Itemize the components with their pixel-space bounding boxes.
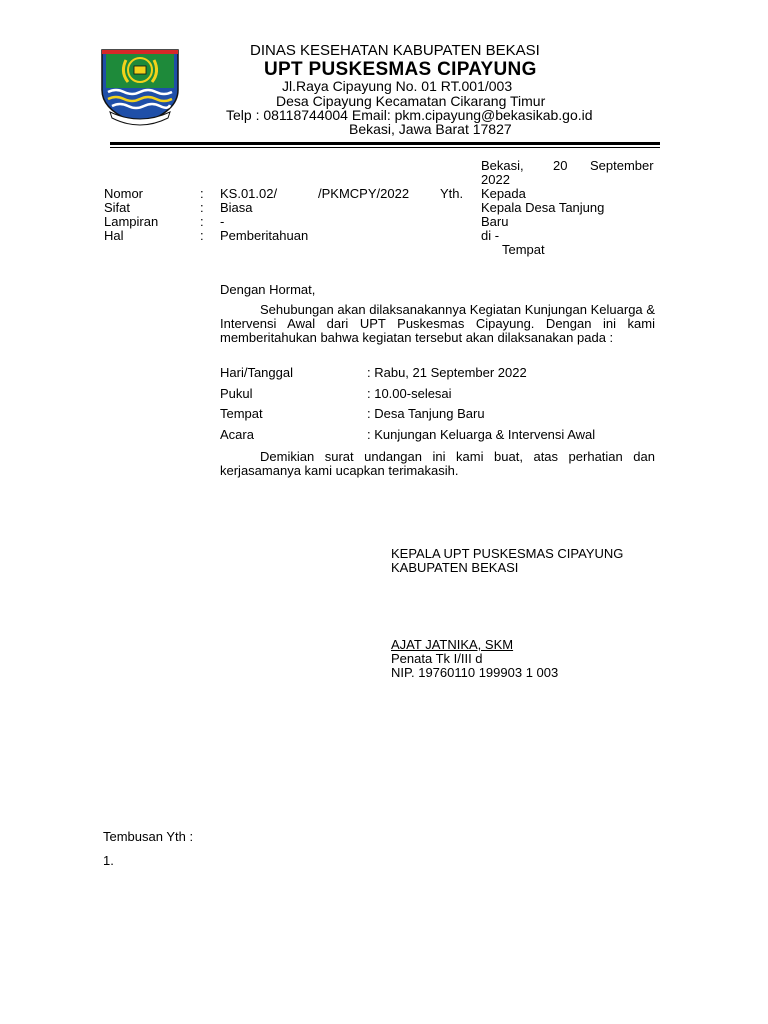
detail-value: : Rabu, 21 September 2022 <box>367 365 527 380</box>
date-year: 2022 <box>481 172 510 187</box>
signatory-name: AJAT JATNIKA, SKM <box>391 637 514 652</box>
greeting: Dengan Hormat, <box>220 282 316 297</box>
meta-value: KS.01.02/ <box>220 186 278 201</box>
regency-logo <box>96 46 184 126</box>
signatory-rank: Penata Tk I/III d <box>391 651 483 666</box>
meta-value-suffix: /PKMCPY/2022 <box>318 186 410 201</box>
meta-sep: : <box>200 200 204 215</box>
contact-line: Telp : 08118744004 Email: pkm.cipayung@bekasikab.go.id <box>226 107 593 123</box>
recipient-kepada: Kepada <box>481 186 526 201</box>
meta-value: Biasa <box>220 200 253 215</box>
detail-value: : 10.00-selesai <box>367 386 452 401</box>
meta-value: - <box>220 214 225 229</box>
district-line: Desa Cipayung Kecamatan Cikarang Timur <box>276 93 546 109</box>
date-day: 20 <box>553 158 568 173</box>
closing-paragraph: Demikian surat undangan ini kami buat, atas perhatian dan kerjasamanya kami ucapkan terimakasih. <box>220 449 655 478</box>
meta-label: Nomor <box>104 186 144 201</box>
recipient-tempat: Tempat <box>502 242 545 257</box>
meta-label: Hal <box>104 228 124 243</box>
signatory-nip: NIP. 19760110 199903 1 003 <box>391 665 559 680</box>
header-rule-thin <box>110 147 660 148</box>
detail-label: Pukul <box>220 386 253 401</box>
detail-label: Acara <box>220 427 254 442</box>
agency-name: DINAS KESEHATAN KABUPATEN BEKASI <box>250 42 540 59</box>
meta-label: Lampiran <box>104 214 159 229</box>
signature-title: KEPALA UPT PUSKESMAS CIPAYUNG <box>391 546 624 561</box>
recipient-name-cont: Baru <box>481 214 509 229</box>
date-place: Bekasi, <box>481 158 524 173</box>
body-paragraph: Sehubungan akan dilaksanakannya Kegiatan Kunjungan Keluarga & Intervensi Awal dari UPT Puskesmas Cipayung. Dengan ini kami memberitahukan bahwa kegiatan tersebut akan dilaksanakan pada : <box>220 302 655 345</box>
date-month: September <box>590 158 654 173</box>
recipient-di: di - <box>481 228 500 243</box>
cc-label: Tembusan Yth : <box>103 829 194 844</box>
bekasi-crest-icon <box>96 46 184 126</box>
meta-sep: : <box>200 228 204 243</box>
address-line: Jl.Raya Cipayung No. 01 RT.001/003 <box>282 78 513 94</box>
detail-label: Hari/Tanggal <box>220 365 293 380</box>
recipient-yth: Yth. <box>440 186 464 201</box>
institution-name: UPT PUSKESMAS CIPAYUNG <box>264 59 537 80</box>
signature-title-cont: KABUPATEN BEKASI <box>391 560 519 575</box>
meta-value: Pemberitahuan <box>220 228 309 243</box>
detail-label: Tempat <box>220 406 263 421</box>
header-rule-thick <box>110 142 660 145</box>
detail-value: : Desa Tanjung Baru <box>367 406 485 421</box>
recipient-name: Kepala Desa Tanjung <box>481 200 605 215</box>
cc-item: 1. <box>103 853 114 868</box>
meta-sep: : <box>200 214 204 229</box>
city-line: Bekasi, Jawa Barat 17827 <box>349 121 512 137</box>
detail-value: : Kunjungan Keluarga & Intervensi Awal <box>367 427 596 442</box>
meta-sep: : <box>200 186 204 201</box>
meta-label: Sifat <box>104 200 131 215</box>
